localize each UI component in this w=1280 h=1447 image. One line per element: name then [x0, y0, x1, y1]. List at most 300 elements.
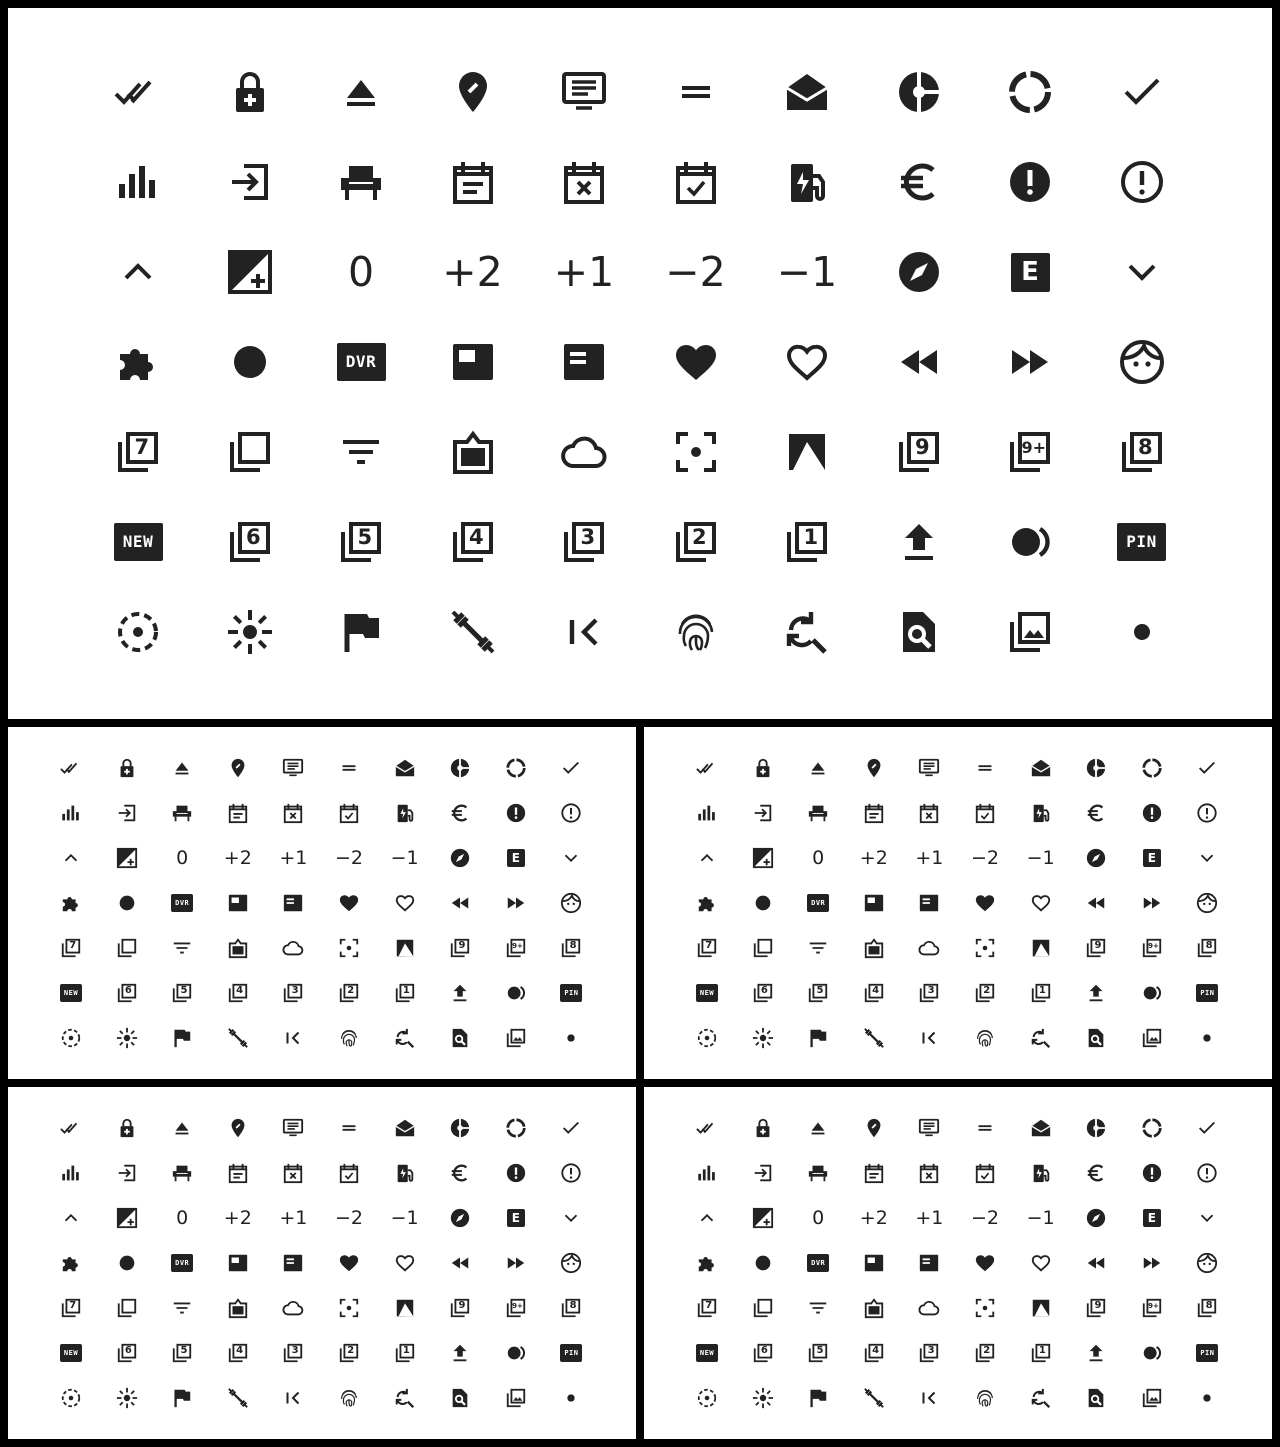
- filter-8-label: 8: [569, 1300, 577, 1312]
- chart-pie-icon: [1076, 1108, 1116, 1148]
- file-upload-icon: [440, 973, 480, 1013]
- filter-center-focus-icon: [329, 1288, 369, 1328]
- filter-9-icon: [1076, 928, 1116, 968]
- exposure-plus-two-icon: [218, 1198, 258, 1238]
- filter-none-icon: [743, 928, 783, 968]
- ev-station-icon: [385, 793, 425, 833]
- filter-9-plus-icon: [990, 412, 1070, 492]
- filter-2-label: 2: [347, 985, 355, 997]
- rewind-icon: [440, 883, 480, 923]
- check-icon: [1102, 52, 1182, 132]
- filter-5-icon: [321, 502, 401, 582]
- double-check-icon: [51, 1108, 91, 1148]
- first-page-icon: [273, 1378, 313, 1418]
- filter-5-label: 5: [357, 525, 373, 550]
- dvr-icon: [162, 1243, 202, 1283]
- equal-icon: [965, 1108, 1005, 1148]
- filter-3-icon: [273, 973, 313, 1013]
- dot-icon: [1102, 592, 1182, 672]
- filter-list-icon: [798, 1288, 838, 1328]
- filter-9-plus-icon: [496, 1288, 536, 1328]
- exposure-zero-label: 0: [176, 846, 189, 869]
- circle-half-icon: [1132, 973, 1172, 1013]
- explicit-icon: [1132, 1198, 1172, 1238]
- brightness-icon: [743, 1378, 783, 1418]
- target-dashed-icon: [687, 1378, 727, 1418]
- filter-4-label: 4: [872, 1345, 880, 1357]
- brightness-icon: [107, 1018, 147, 1058]
- login-icon: [210, 142, 290, 222]
- filter-none-icon: [107, 1288, 147, 1328]
- armchair-icon: [162, 793, 202, 833]
- chevron-up-icon: [687, 1198, 727, 1238]
- image-collection-icon: [496, 1018, 536, 1058]
- filter-none-icon: [743, 1288, 783, 1328]
- exposure-icon: [107, 1198, 147, 1238]
- calendar-remove-icon: [909, 1153, 949, 1193]
- target-dashed-icon: [687, 1018, 727, 1058]
- exposure-minus-one-icon: [1021, 838, 1061, 878]
- alert-circle-icon: [1132, 793, 1172, 833]
- map-marker-edit-icon: [218, 748, 258, 788]
- euro-icon: [1076, 793, 1116, 833]
- first-page-icon: [909, 1378, 949, 1418]
- exposure-plus-two-label: +2: [859, 846, 888, 869]
- filter-b-and-w-icon: [767, 412, 847, 492]
- monitor-message-icon: [273, 748, 313, 788]
- flag-icon: [162, 1018, 202, 1058]
- image-collection-icon: [496, 1378, 536, 1418]
- exposure-zero-label: 0: [812, 846, 825, 869]
- chevron-up-icon: [51, 838, 91, 878]
- fast-forward-icon: [496, 883, 536, 923]
- filter-6-label: 6: [246, 525, 261, 550]
- dot-icon: [551, 1378, 591, 1418]
- filter-center-focus-icon: [965, 928, 1005, 968]
- dvr-label: DVR: [175, 898, 190, 907]
- exposure-zero-icon: [321, 232, 401, 312]
- circle-half-icon: [990, 502, 1070, 582]
- dot-icon: [551, 1018, 591, 1058]
- progress-circle-icon: [990, 52, 1070, 132]
- exposure-plus-two-label: +2: [223, 1206, 252, 1229]
- exposure-icon: [107, 838, 147, 878]
- explicit-label: E: [511, 851, 520, 865]
- flag-icon: [798, 1378, 838, 1418]
- filter-1-icon: [385, 1333, 425, 1373]
- exposure-zero-label: 0: [176, 1206, 189, 1229]
- alert-circle-icon: [496, 793, 536, 833]
- icon-panel-large: [8, 8, 1272, 719]
- filter-frames-icon: [218, 1288, 258, 1328]
- calendar-text-icon: [854, 1153, 894, 1193]
- exposure-zero-icon: [162, 838, 202, 878]
- explicit-label: E: [1021, 257, 1039, 287]
- exposure-minus-one-label: −1: [1026, 846, 1055, 869]
- featured-video-icon: [218, 883, 258, 923]
- chevron-up-icon: [687, 838, 727, 878]
- ev-station-icon: [1021, 1153, 1061, 1193]
- cloud-icon: [273, 1288, 313, 1328]
- new-badge-label: NEW: [63, 988, 79, 997]
- filter-list-icon: [798, 928, 838, 968]
- calendar-remove-icon: [544, 142, 624, 222]
- filter-none-icon: [210, 412, 290, 492]
- find-in-page-icon: [440, 1378, 480, 1418]
- filter-6-icon: [210, 502, 290, 582]
- filter-9-icon: [440, 928, 480, 968]
- find-replace-icon: [1021, 1018, 1061, 1058]
- cloud-icon: [909, 928, 949, 968]
- filter-4-icon: [433, 502, 513, 582]
- exposure-icon: [743, 1198, 783, 1238]
- chart-pie-icon: [879, 52, 959, 132]
- filter-9-plus-label: 9+: [1148, 1301, 1159, 1310]
- find-replace-icon: [385, 1378, 425, 1418]
- rewind-icon: [1076, 1243, 1116, 1283]
- armchair-icon: [798, 1153, 838, 1193]
- fingerprint-icon: [329, 1378, 369, 1418]
- extension-icon: [51, 883, 91, 923]
- exposure-minus-two-icon: [329, 838, 369, 878]
- filter-4-icon: [218, 1333, 258, 1373]
- filter-b-and-w-icon: [1021, 928, 1061, 968]
- filter-5-label: 5: [180, 985, 188, 997]
- filter-7-icon: [687, 1288, 727, 1328]
- face-icon: [1102, 322, 1182, 402]
- filter-2-label: 2: [692, 525, 707, 550]
- pin-badge-label: PIN: [1126, 532, 1157, 551]
- exposure-plus-one-icon: [909, 838, 949, 878]
- exposure-minus-one-label: −1: [390, 1206, 419, 1229]
- eject-icon: [798, 748, 838, 788]
- explicit-label: E: [511, 1211, 520, 1225]
- exposure-minus-one-icon: [385, 1198, 425, 1238]
- filter-6-label: 6: [760, 1345, 768, 1357]
- pin-badge-label: PIN: [564, 1348, 579, 1357]
- exposure-zero-label: 0: [347, 247, 375, 296]
- pin-badge-icon: [551, 973, 591, 1013]
- eject-icon: [162, 1108, 202, 1148]
- image-collection-icon: [1132, 1378, 1172, 1418]
- chevron-down-icon: [1102, 232, 1182, 312]
- heart-outline-icon: [767, 322, 847, 402]
- rewind-icon: [1076, 883, 1116, 923]
- filter-8-label: 8: [569, 940, 577, 952]
- email-open-icon: [767, 52, 847, 132]
- heart-outline-icon: [1021, 883, 1061, 923]
- face-icon: [551, 1243, 591, 1283]
- exposure-plus-two-icon: [854, 838, 894, 878]
- chevron-down-icon: [551, 838, 591, 878]
- filter-5-icon: [798, 1333, 838, 1373]
- ev-station-icon: [767, 142, 847, 222]
- cloud-icon: [544, 412, 624, 492]
- login-icon: [743, 793, 783, 833]
- exposure-minus-two-label: −2: [970, 1206, 999, 1229]
- circle-icon: [210, 322, 290, 402]
- dvr-icon: [321, 322, 401, 402]
- filter-9-label: 9: [1094, 1300, 1102, 1312]
- calendar-check-icon: [965, 793, 1005, 833]
- exposure-minus-one-icon: [385, 838, 425, 878]
- heart-icon: [329, 883, 369, 923]
- chart-pie-icon: [1076, 748, 1116, 788]
- filter-3-icon: [909, 1333, 949, 1373]
- heart-icon: [656, 322, 736, 402]
- exposure-minus-two-icon: [965, 1198, 1005, 1238]
- bar-chart-icon: [98, 142, 178, 222]
- new-badge-icon: [687, 973, 727, 1013]
- double-check-icon: [98, 52, 178, 132]
- filter-7-icon: [51, 928, 91, 968]
- filter-9-icon: [440, 1288, 480, 1328]
- email-open-icon: [1021, 748, 1061, 788]
- featured-play-list-icon: [273, 883, 313, 923]
- filter-6-icon: [743, 1333, 783, 1373]
- filter-9-plus-icon: [1132, 1288, 1172, 1328]
- filter-9-plus-label: 9+: [512, 941, 523, 950]
- filter-3-label: 3: [291, 985, 299, 997]
- alert-circle-outline-icon: [1187, 1153, 1227, 1193]
- explicit-label: E: [1147, 851, 1156, 865]
- filter-8-icon: [1187, 928, 1227, 968]
- heart-outline-icon: [385, 883, 425, 923]
- alert-circle-outline-icon: [1187, 793, 1227, 833]
- chevron-down-icon: [1187, 838, 1227, 878]
- filter-3-label: 3: [580, 525, 596, 550]
- filter-1-label: 1: [1038, 985, 1046, 997]
- filter-4-label: 4: [872, 985, 880, 997]
- dvr-label: DVR: [811, 1258, 826, 1267]
- file-upload-icon: [879, 502, 959, 582]
- filter-center-focus-icon: [965, 1288, 1005, 1328]
- ev-station-icon: [385, 1153, 425, 1193]
- first-page-icon: [909, 1018, 949, 1058]
- calendar-check-icon: [329, 1153, 369, 1193]
- pin-badge-icon: [551, 1333, 591, 1373]
- flag-icon: [798, 1018, 838, 1058]
- compass-icon: [879, 232, 959, 312]
- filter-9-plus-label: 9+: [1148, 941, 1159, 950]
- heart-icon: [965, 1243, 1005, 1283]
- filter-2-icon: [329, 1333, 369, 1373]
- compass-icon: [440, 1198, 480, 1238]
- alert-circle-outline-icon: [551, 1153, 591, 1193]
- new-badge-label: NEW: [699, 988, 715, 997]
- fast-forward-icon: [1132, 883, 1172, 923]
- new-badge-icon: [51, 973, 91, 1013]
- compass-icon: [440, 838, 480, 878]
- filter-5-icon: [162, 1333, 202, 1373]
- new-badge-icon: [687, 1333, 727, 1373]
- check-icon: [551, 1108, 591, 1148]
- dvr-icon: [798, 883, 838, 923]
- filter-9-plus-label: 9+: [1021, 437, 1047, 457]
- exposure-plus-two-label: +2: [859, 1206, 888, 1229]
- exposure-plus-one-icon: [273, 838, 313, 878]
- icon-panel-bottom-right: [644, 1087, 1272, 1439]
- lock-plus-icon: [210, 52, 290, 132]
- alert-circle-icon: [496, 1153, 536, 1193]
- lock-plus-icon: [743, 748, 783, 788]
- circle-icon: [743, 883, 783, 923]
- filter-8-icon: [551, 1288, 591, 1328]
- map-marker-edit-icon: [433, 52, 513, 132]
- new-badge-label: NEW: [63, 1348, 79, 1357]
- exposure-plus-two-icon: [854, 1198, 894, 1238]
- rewind-icon: [879, 322, 959, 402]
- filter-list-icon: [321, 412, 401, 492]
- exposure-plus-one-icon: [273, 1198, 313, 1238]
- filter-frames-icon: [854, 928, 894, 968]
- filter-2-icon: [329, 973, 369, 1013]
- calendar-text-icon: [433, 142, 513, 222]
- find-replace-icon: [767, 592, 847, 672]
- filter-7-icon: [687, 928, 727, 968]
- bar-chart-icon: [51, 1153, 91, 1193]
- explicit-icon: [1132, 838, 1172, 878]
- email-open-icon: [385, 748, 425, 788]
- filter-4-icon: [218, 973, 258, 1013]
- featured-video-icon: [218, 1243, 258, 1283]
- featured-play-list-icon: [544, 322, 624, 402]
- flag-icon: [321, 592, 401, 672]
- monitor-message-icon: [909, 1108, 949, 1148]
- filter-4-icon: [854, 1333, 894, 1373]
- progress-circle-icon: [496, 748, 536, 788]
- filter-2-icon: [965, 1333, 1005, 1373]
- face-icon: [551, 883, 591, 923]
- fingerprint-icon: [329, 1018, 369, 1058]
- exposure-plus-one-label: +1: [915, 1206, 944, 1229]
- extension-icon: [98, 322, 178, 402]
- exposure-minus-one-label: −1: [776, 247, 838, 296]
- featured-play-list-icon: [273, 1243, 313, 1283]
- dumbbell-icon: [218, 1018, 258, 1058]
- fingerprint-icon: [965, 1018, 1005, 1058]
- monitor-message-icon: [273, 1108, 313, 1148]
- filter-5-icon: [798, 973, 838, 1013]
- dumbbell-icon: [854, 1378, 894, 1418]
- filter-9-icon: [1076, 1288, 1116, 1328]
- check-icon: [1187, 1108, 1227, 1148]
- circle-icon: [107, 1243, 147, 1283]
- filter-9-plus-label: 9+: [512, 1301, 523, 1310]
- filter-1-icon: [385, 973, 425, 1013]
- first-page-icon: [544, 592, 624, 672]
- brightness-icon: [210, 592, 290, 672]
- filter-5-label: 5: [816, 1345, 824, 1357]
- filter-8-label: 8: [1205, 1300, 1213, 1312]
- calendar-remove-icon: [273, 793, 313, 833]
- icon-panel-top-right: [644, 727, 1272, 1079]
- filter-center-focus-icon: [329, 928, 369, 968]
- image-collection-icon: [1132, 1018, 1172, 1058]
- alert-circle-icon: [1132, 1153, 1172, 1193]
- eject-icon: [321, 52, 401, 132]
- exposure-plus-one-label: +1: [553, 247, 615, 296]
- euro-icon: [1076, 1153, 1116, 1193]
- circle-half-icon: [496, 973, 536, 1013]
- find-in-page-icon: [879, 592, 959, 672]
- fingerprint-icon: [656, 592, 736, 672]
- exposure-plus-one-icon: [909, 1198, 949, 1238]
- pin-badge-label: PIN: [564, 988, 579, 997]
- pin-badge-icon: [1187, 1333, 1227, 1373]
- map-marker-edit-icon: [854, 1108, 894, 1148]
- dumbbell-icon: [854, 1018, 894, 1058]
- find-replace-icon: [385, 1018, 425, 1058]
- exposure-zero-icon: [162, 1198, 202, 1238]
- compass-icon: [1076, 1198, 1116, 1238]
- chevron-down-icon: [1187, 1198, 1227, 1238]
- explicit-label: E: [1147, 1211, 1156, 1225]
- equal-icon: [329, 748, 369, 788]
- armchair-icon: [321, 142, 401, 222]
- exposure-zero-icon: [798, 838, 838, 878]
- filter-8-icon: [551, 928, 591, 968]
- calendar-check-icon: [965, 1153, 1005, 1193]
- alert-circle-outline-icon: [551, 793, 591, 833]
- pin-badge-label: PIN: [1200, 988, 1215, 997]
- double-check-icon: [687, 1108, 727, 1148]
- fast-forward-icon: [1132, 1243, 1172, 1283]
- filter-6-icon: [107, 1333, 147, 1373]
- filter-2-label: 2: [983, 1345, 991, 1357]
- filter-3-label: 3: [927, 1345, 935, 1357]
- progress-circle-icon: [496, 1108, 536, 1148]
- exposure-plus-two-icon: [218, 838, 258, 878]
- filter-8-icon: [1102, 412, 1182, 492]
- find-in-page-icon: [1076, 1378, 1116, 1418]
- face-icon: [1187, 883, 1227, 923]
- exposure-plus-two-icon: [433, 232, 513, 312]
- cloud-icon: [273, 928, 313, 968]
- filter-none-icon: [107, 928, 147, 968]
- filter-9-plus-icon: [1132, 928, 1172, 968]
- chart-pie-icon: [440, 748, 480, 788]
- filter-6-label: 6: [124, 1345, 132, 1357]
- heart-outline-icon: [1021, 1243, 1061, 1283]
- face-icon: [1187, 1243, 1227, 1283]
- filter-b-and-w-icon: [1021, 1288, 1061, 1328]
- exposure-minus-two-icon: [965, 838, 1005, 878]
- check-icon: [551, 748, 591, 788]
- dvr-label: DVR: [345, 352, 377, 371]
- filter-b-and-w-icon: [385, 928, 425, 968]
- explicit-icon: [496, 1198, 536, 1238]
- filter-2-icon: [965, 973, 1005, 1013]
- filter-9-icon: [879, 412, 959, 492]
- filter-7-icon: [51, 1288, 91, 1328]
- equal-icon: [965, 748, 1005, 788]
- dot-icon: [1187, 1018, 1227, 1058]
- featured-video-icon: [854, 883, 894, 923]
- find-in-page-icon: [440, 1018, 480, 1058]
- dumbbell-icon: [218, 1378, 258, 1418]
- filter-4-label: 4: [469, 525, 484, 550]
- exposure-zero-label: 0: [812, 1206, 825, 1229]
- calendar-remove-icon: [273, 1153, 313, 1193]
- exposure-minus-two-icon: [329, 1198, 369, 1238]
- calendar-check-icon: [656, 142, 736, 222]
- exposure-plus-two-label: +2: [442, 247, 503, 296]
- target-dashed-icon: [98, 592, 178, 672]
- dvr-label: DVR: [175, 1258, 190, 1267]
- exposure-plus-one-label: +1: [279, 1206, 308, 1229]
- new-badge-icon: [51, 1333, 91, 1373]
